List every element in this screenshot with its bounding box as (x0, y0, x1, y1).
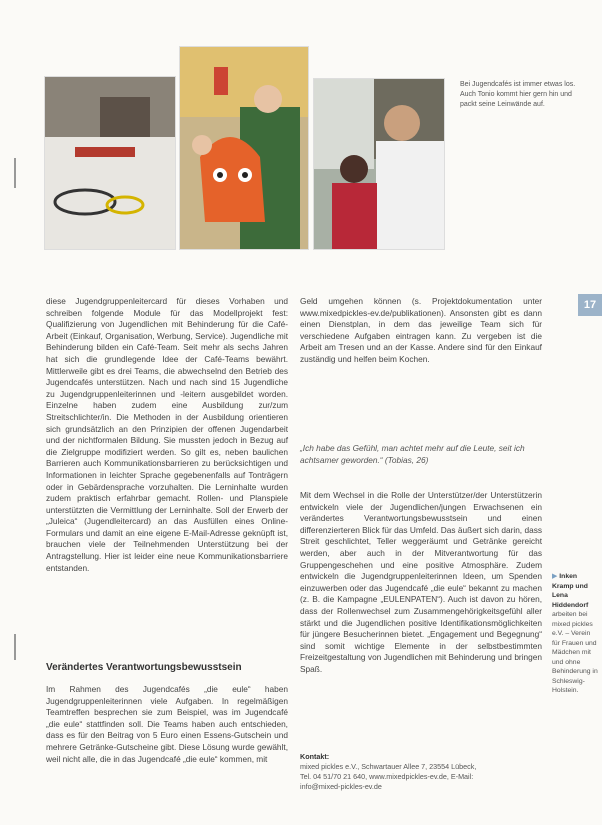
left-column-bottom (46, 684, 288, 765)
pull-quote: „Ich habe das Gefühl, man achtet mehr auf die Leute, seit ich achtsamer geworden.“ (Tobias, 26) (300, 443, 525, 465)
author-note (552, 572, 598, 696)
arrow-icon: ▶ (552, 573, 558, 580)
contact-address: mixed pickles e.V., Schwartauer Allee 7, 23554 Lübeck, (300, 762, 477, 771)
right-column (300, 296, 542, 366)
paragraph: diese Jugendgruppenleitercard für dieses Vorhaben und schreiben folgende Module für das Modellprojekt fest: Qualifizierung von Jugendlichen mit Behinderung für die Café-Arbeit (Einkauf, Organisation, Werbung, Service). Jugendliche mit Behinderung bilden ein Café-Team. Seit mehr als sechs Jahren hat sich die grundlegende Idee der Café-Teams bewährt. Mittlerweile gibt es drei Teams, die abwechselnd den Betrieb des Jugendcafés unterstützen. Nach und nach sind 15 Jugendliche zu Jugendgruppenleiterinnen und -leitern ausgebildet worden. Einzelne haben zudem eine Ausbildung zur/zum Streitschlichter/in. Die Methoden in der Ausbildung orientieren sich grundsätzlich an den Prinzipien der offenen Jugendarbeit und der nichtformalen Bildung. Sie mussten jedoch in Bezug auf die Zielgruppe modifiziert werden. So gilt es, neben baulichen Barrieren auch Kommunikationsbarrieren zu berücksichtigen und Informationen in leichter Sprache gegebenenfalls auf Tonträgern oder in Gebärdensprache vorzuhalten. Die Lerninhalte wurden zudem praktisch erfahrbar gemacht. Rollen- und Planspiele unterstützten die Vermittlung der Lerninhalte. Soll der Erwerb der „Juleica“ (Jugendleitercard) an das Ausfüllen eines Online-Formulars und damit an eine eigene E-Mail-Adresse geknüpft ist, brauchen viele der Teilnehmenden Unterstützung bei der Antragstellung. Hier ist leider eine neue Kommunikationsbarriere entstanden. (46, 296, 288, 573)
paragraph: Mit dem Wechsel in die Rolle der Unterstützer/der Unterstützerin entwickeln viele der Jugendlichen/jungen Erwachsenen ein verändertes Verantwortungsbewusstsein und einen differenzierteren Blick für das Umfeld. Das äußert sich darin, dass Streit geschlichtet, Teller weggeräumt und Getränke gereicht werden, aber auch in der Mitverantwortung für das Gruppengeschehen und eine positive Atmosphäre. Zudem entwickeln die Jugendgruppenleiterinnen Ideen, um Spenden einzuwerben oder das Jugendcafé „die eule“ bekannt zu machen (z. B. die Kampagne „EULENPATEN“). Auch ist davon zu hören, dass der Rollenwechsel zum Zusammengehörigkeitsgefühl aller stärkt und die Jugendlichen positive Identifikationsmöglichkeiten für jüngere Besucherinnen bietet. „Engagement und Begegnung“ sind somit wichtige Elemente in der selbstbestimmten Freizeitgestaltung von Jugendlichen mit Behinderung und bringen Spaß. (300, 490, 542, 674)
photo-table-crafts (44, 76, 176, 250)
contact-label: Kontakt: (300, 752, 330, 761)
contact-box (300, 752, 540, 792)
left-column (46, 296, 288, 574)
photo-face-painting (313, 78, 445, 250)
author-description: arbeiten bei mixed pickles e.V. – Verein für Frauen und Mädchen mit und ohne Behinderung in Schleswig-Holstein. (552, 611, 598, 694)
contact-phone-web: Tel. 04 51/70 21 640, www.mixedpickles-ev.de, E-Mail: (300, 772, 474, 781)
right-column-lower (300, 490, 542, 676)
margin-mark (14, 634, 16, 660)
section-heading: Verändertes Verantwortungsbewusstsein (46, 662, 242, 673)
contact-email: info@mixed-pickles-ev.de (300, 782, 382, 791)
paragraph: Geld umgehen können (s. Projektdokumentation unter www.mixedpickles-ev.de/publikationen). Ansonsten gibt es dann einen Dienstplan, in dem das jeweilige Team sich für verschiedene Aufgaben eintragen kann. Zu vergeben ist die Arbeit am Tresen und an der Kasse. Andere sind für den Einkauf zuständig und helfen beim Kochen. (300, 296, 542, 364)
margin-mark (14, 158, 16, 188)
author-names: Inken Kramp und Lena Hiddendorf (552, 573, 589, 609)
page-number: 17 (578, 294, 602, 316)
photo-caption: Bei Jugendcafés ist immer etwas los. Auch Tonio kommt hier gern hin und packt seine Leinwände auf. (460, 81, 576, 108)
photo-owl-costume (179, 46, 309, 250)
paragraph: Im Rahmen des Jugendcafés „die eule“ haben Jugendgruppenleiterinnen viele Aufgaben. In regelmäßigen Teamtreffen besprechen sie zum Beispiel, was im Jugendcafé „die eule“ stattfinden soll. Die Teams haben auch entschieden, dass es für den Beitrag von 5 Euro einen Essens-Gutschein und mehrere Getränke-Gutscheine gibt. Diese Lösung wurde gewählt, weil nicht alle, die in das Jugendcafé „die eule“ kommen, mit (46, 684, 288, 764)
